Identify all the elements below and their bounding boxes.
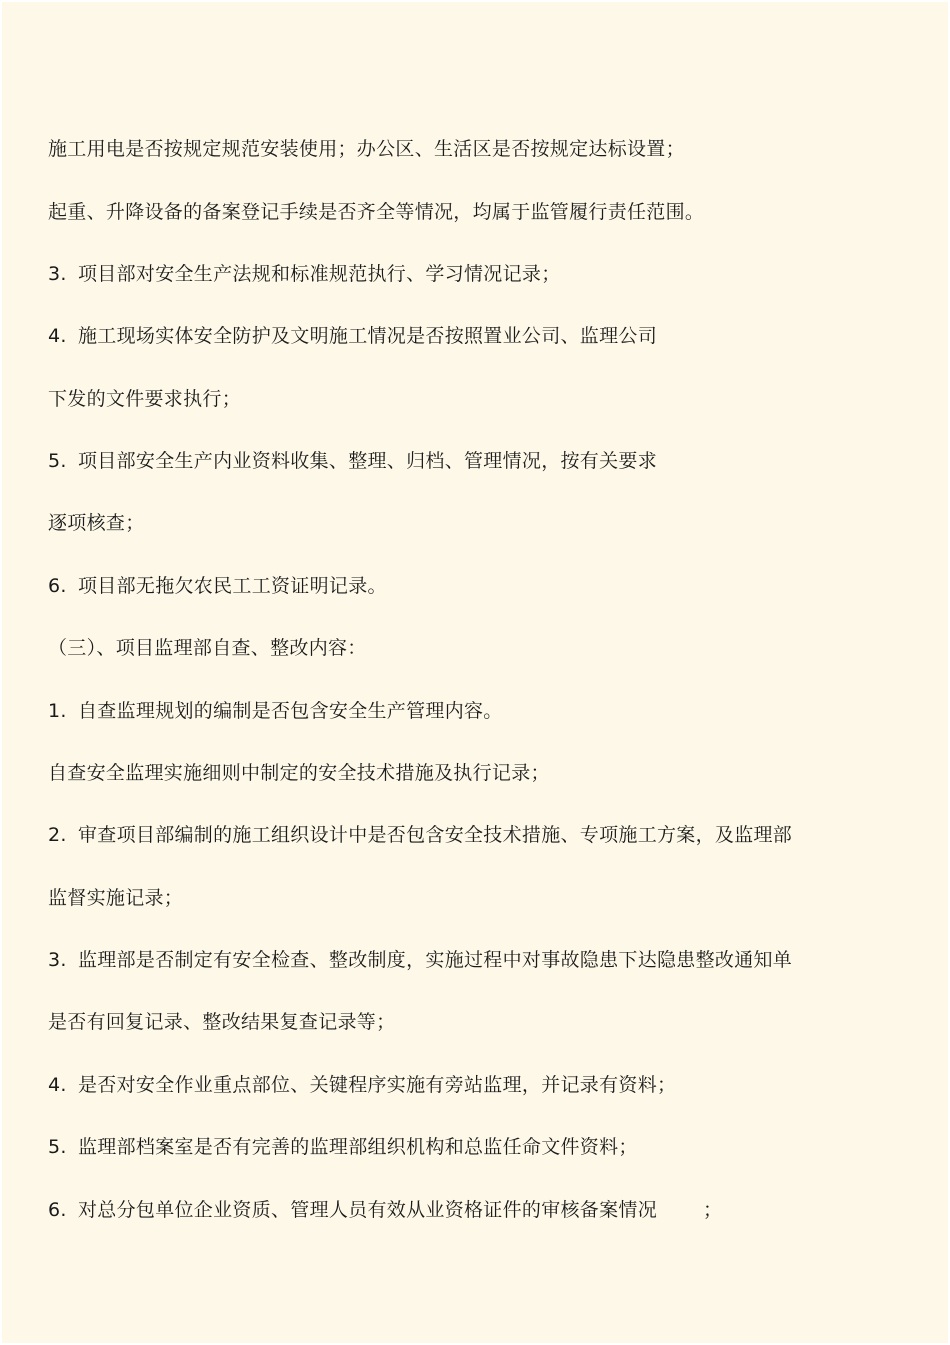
item-number: 6. bbox=[48, 575, 67, 597]
line-text: 监督实施记录； bbox=[48, 887, 184, 909]
item-text: 对总分包单位企业资质、管理人员有效从业资格证件的审核备案情况 bbox=[78, 1199, 658, 1221]
section-heading bbox=[48, 636, 367, 660]
item-text: 监理部档案室是否有完善的监理部组织机构和总监任命文件资料； bbox=[78, 1136, 638, 1158]
item-number: 4. bbox=[48, 325, 67, 347]
list-item bbox=[48, 948, 792, 972]
text-line bbox=[48, 1010, 395, 1034]
item-number: 1. bbox=[48, 700, 67, 722]
list-item bbox=[48, 823, 792, 847]
list-item bbox=[48, 324, 657, 348]
text-line bbox=[48, 886, 183, 910]
text-line bbox=[48, 511, 145, 535]
line-text: 是否有回复记录、整改结果复查记录等； bbox=[48, 1011, 396, 1033]
list-item bbox=[48, 1073, 676, 1097]
item-number: 5. bbox=[48, 1136, 67, 1158]
item-number: 3. bbox=[48, 263, 67, 285]
item-text: 自查监理规划的编制是否包含安全生产管理内容。 bbox=[78, 700, 503, 722]
item-text: 是否对安全作业重点部位、关键程序实施有旁站监理，并记录有资料； bbox=[78, 1074, 677, 1096]
item-number: 6. bbox=[48, 1199, 67, 1221]
line-text: 自查安全监理实施细则中制定的安全技术措施及执行记录； bbox=[48, 762, 550, 784]
item-text: 项目部安全生产内业资料收集、整理、归档、管理情况，按有关要求 bbox=[78, 450, 658, 472]
list-item bbox=[48, 262, 561, 286]
item-text: 监理部是否制定有安全检查、整改制度，实施过程中对事故隐患下达隐患整改通知单 bbox=[78, 949, 793, 971]
line-text: 施工用电是否按规定规范安装使用；办公区、生活区是否按规定达标设置； bbox=[48, 138, 685, 160]
list-item bbox=[48, 1135, 638, 1159]
item-text: 项目部无拖欠农民工工资证明记录。 bbox=[78, 575, 387, 597]
item-number: 2. bbox=[48, 824, 67, 846]
text-line bbox=[48, 137, 685, 161]
item-tail-punctuation: ； bbox=[703, 1199, 723, 1221]
item-text: 施工现场实体安全防护及文明施工情况是否按照置业公司、监理公司 bbox=[78, 325, 658, 347]
text-line bbox=[48, 200, 704, 224]
text-line bbox=[48, 387, 241, 411]
line-text: 起重、升降设备的备案登记手续是否齐全等情况，均属于监管履行责任范围。 bbox=[48, 201, 705, 223]
line-text: 下发的文件要求执行； bbox=[48, 388, 242, 410]
item-text: 项目部对安全生产法规和标准规范执行、学习情况记录； bbox=[78, 263, 561, 285]
item-number: 4. bbox=[48, 1074, 67, 1096]
heading-text: （三）、项目监理部自查、整改内容： bbox=[48, 637, 367, 659]
item-number: 5. bbox=[48, 450, 67, 472]
list-item bbox=[48, 449, 657, 473]
item-text: 审查项目部编制的施工组织设计中是否包含安全技术措施、专项施工方案，及监理部 bbox=[78, 824, 793, 846]
list-item bbox=[48, 574, 387, 598]
list-item bbox=[48, 1198, 722, 1222]
text-line bbox=[48, 761, 550, 785]
item-number: 3. bbox=[48, 949, 67, 971]
line-text: 逐项核查； bbox=[48, 512, 145, 534]
document-page bbox=[2, 2, 948, 1343]
list-item bbox=[48, 699, 503, 723]
